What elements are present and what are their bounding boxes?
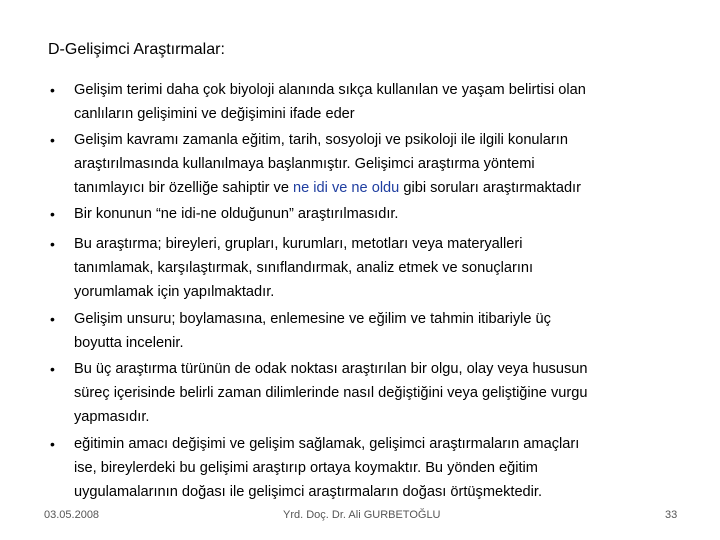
bullet-text xyxy=(74,128,698,200)
bullet-line: araştırılmasında kullanılmaya başlanmıştır. Gelişimci araştırma yöntemi xyxy=(74,156,535,172)
highlighted-phrase: ne idi ve ne oldu xyxy=(293,180,400,196)
bullet-line-with-highlight xyxy=(74,176,698,200)
bullet-dot-icon: • xyxy=(50,206,55,222)
text-run: gibi soruları araştırmaktadır xyxy=(399,180,581,196)
bullet-dot-icon: • xyxy=(50,311,55,327)
bullet-text xyxy=(74,357,698,429)
bullet-dot-icon: • xyxy=(50,236,55,252)
bullet-line: Bu araştırma; bireyleri, grupları, kurumları, metotları veya materyalleri xyxy=(74,236,523,252)
footer-author: Yrd. Doç. Dr. Ali GURBETOĞLU xyxy=(283,509,441,521)
bullet-dot-icon: • xyxy=(50,361,55,377)
bullet-line: eğitimin amacı değişimi ve gelişim sağlamak, gelişimci araştırmaların amaçları xyxy=(74,436,580,452)
bullet-line: Bir konunun “ne idi-ne olduğunun” araştırılmasıdır. xyxy=(74,206,399,222)
bullet-line: yorumlamak için yapılmaktadır. xyxy=(74,284,275,300)
bullet-text xyxy=(74,232,698,304)
bullet-line: uygulamalarının doğası ile gelişimci araştırmaların doğası örtüşmektedir. xyxy=(74,484,543,500)
text-run: tanımlayıcı bir özelliğe sahiptir ve xyxy=(74,180,293,196)
bullet-text xyxy=(74,78,698,126)
bullet-line: Gelişim kavramı zamanla eğitim, tarih, sosyoloji ve psikoloji ile ilgili konuların xyxy=(74,132,568,148)
slide-title: D-Gelişimci Araştırmalar: xyxy=(48,41,225,58)
bullet-dot-icon: • xyxy=(50,436,55,452)
bullet-text xyxy=(74,307,698,355)
bullet-line: yapmasıdır. xyxy=(74,409,150,425)
bullet-line: süreç içerisinde belirli zaman dilimlerinde nasıl değiştiğini veya geliştiğine vurgu xyxy=(74,385,588,401)
footer-page-number: 33 xyxy=(665,509,678,521)
bullet-line: Gelişim unsuru; boylamasına, enlemesine ve eğilim ve tahmin itibariyle üç xyxy=(74,311,551,327)
bullet-text xyxy=(74,432,698,504)
bullet-line: canlıların gelişimini ve değişimini ifade eder xyxy=(74,106,355,122)
bullet-text xyxy=(74,202,698,226)
bullet-dot-icon: • xyxy=(50,82,55,98)
bullet-line: ise, bireylerdeki bu gelişimi araştırıp ortaya koymaktır. Bu yönden eğitim xyxy=(74,460,538,476)
bullet-line: Gelişim terimi daha çok biyoloji alanında sıkça kullanılan ve yaşam belirtisi olan xyxy=(74,82,586,98)
bullet-line: Bu üç araştırma türünün de odak noktası araştırılan bir olgu, olay veya hususun xyxy=(74,361,588,377)
bullet-dot-icon: • xyxy=(50,132,55,148)
bullet-line: tanımlamak, karşılaştırmak, sınıflandırmak, analiz etmek ve sonuçlarını xyxy=(74,260,534,276)
bullet-line: boyutta incelenir. xyxy=(74,335,184,351)
footer-date: 03.05.2008 xyxy=(44,509,100,521)
